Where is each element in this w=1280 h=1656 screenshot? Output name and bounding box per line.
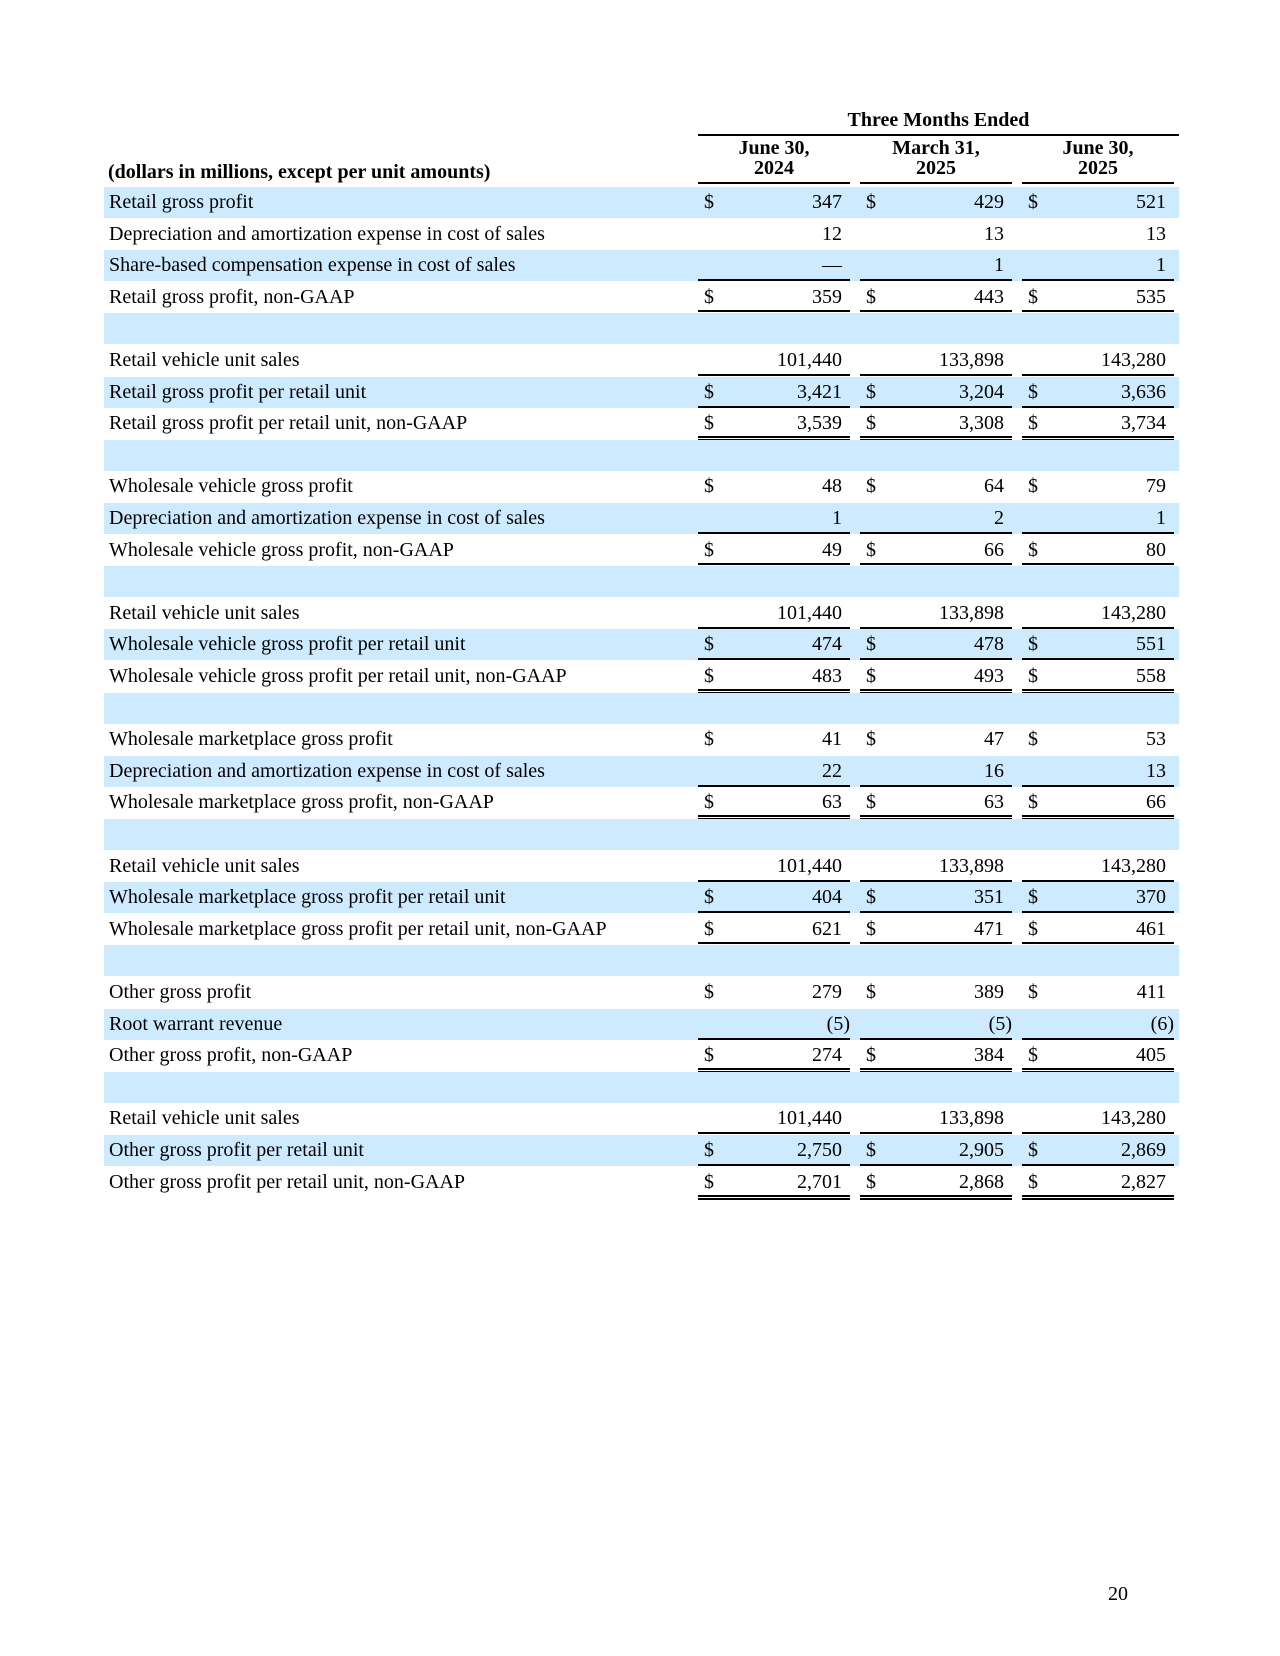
table-cell xyxy=(698,440,850,471)
cell-value: 3,421 xyxy=(797,380,842,403)
cell-value: 3,734 xyxy=(1121,412,1166,435)
table-cell xyxy=(1022,535,1174,568)
table-cell xyxy=(698,945,850,976)
table-cell xyxy=(1022,914,1174,947)
cell-value: 404 xyxy=(812,886,842,909)
cell-value: 53 xyxy=(1146,728,1166,751)
cell-value: 101,440 xyxy=(777,1107,842,1130)
dollar-sign: $ xyxy=(704,285,714,308)
table-cell xyxy=(860,1040,1012,1073)
table-cell xyxy=(698,819,850,850)
column-header-line1: June 30, xyxy=(1062,137,1134,159)
cell-value: 143,280 xyxy=(1101,854,1166,877)
dollar-sign: $ xyxy=(866,728,876,751)
table-row xyxy=(104,282,1179,313)
table-cell xyxy=(1022,503,1174,534)
column-header-june-2024 xyxy=(698,138,850,184)
table-cell xyxy=(698,1135,850,1166)
cell-value: 471 xyxy=(974,917,1004,940)
row-label: Retail gross profit xyxy=(109,191,254,213)
table-row xyxy=(104,313,1179,344)
row-label: Depreciation and amortization expense in cost of sales xyxy=(109,759,545,782)
table-cell xyxy=(1022,693,1174,724)
dollar-sign: $ xyxy=(866,791,876,814)
cell-value: 13 xyxy=(1146,759,1166,782)
dollar-sign: $ xyxy=(704,633,714,656)
cell-value: 405 xyxy=(1136,1044,1166,1067)
table-cell xyxy=(860,945,1012,976)
dollar-sign: $ xyxy=(704,475,714,498)
cell-value: 49 xyxy=(822,538,842,561)
table-cell xyxy=(860,882,1012,913)
dollar-sign: $ xyxy=(1028,191,1038,213)
cell-value: 16 xyxy=(984,759,1004,782)
table-cell xyxy=(698,598,850,629)
table-cell xyxy=(698,219,850,250)
dollar-sign: $ xyxy=(1028,412,1038,435)
dollar-sign: $ xyxy=(704,1044,714,1067)
dollar-sign: $ xyxy=(866,285,876,308)
table-cell xyxy=(698,1009,850,1040)
table-cell xyxy=(698,535,850,568)
dollar-sign: $ xyxy=(704,728,714,751)
row-label: Wholesale marketplace gross profit, non-GAAP xyxy=(109,791,494,814)
table-cell xyxy=(698,724,850,755)
column-header-june-2025 xyxy=(1022,138,1174,184)
dollar-sign: $ xyxy=(866,1170,876,1193)
row-label: Retail vehicle unit sales xyxy=(109,349,300,371)
row-label: Depreciation and amortization expense in cost of sales xyxy=(109,222,545,245)
table-cell xyxy=(1022,566,1174,597)
cell-value: 101,440 xyxy=(777,854,842,877)
dollar-sign: $ xyxy=(704,917,714,940)
table-cell xyxy=(698,882,850,913)
row-label: Retail vehicle unit sales xyxy=(109,854,300,877)
cell-value: 3,539 xyxy=(797,412,842,435)
row-label: Wholesale vehicle gross profit, non-GAAP xyxy=(109,538,454,561)
row-label: Retail gross profit per retail unit xyxy=(109,380,367,403)
table-cell xyxy=(860,693,1012,724)
table-cell xyxy=(1022,1135,1174,1166)
table-row xyxy=(104,345,1179,376)
row-label: Retail gross profit per retail unit, non-GAAP xyxy=(109,412,468,435)
table-cell xyxy=(860,345,1012,376)
cell-value: 1 xyxy=(1156,507,1166,529)
cell-value: (5) xyxy=(988,1012,1012,1035)
cell-value: 2,868 xyxy=(959,1170,1004,1193)
dollar-sign: $ xyxy=(866,380,876,403)
table-row xyxy=(104,1135,1179,1166)
table-row xyxy=(104,408,1179,439)
table-row xyxy=(104,756,1179,787)
cell-value: (5) xyxy=(826,1012,850,1035)
table-cell xyxy=(860,1135,1012,1166)
cell-value: 79 xyxy=(1146,475,1166,498)
cell-value: 2,750 xyxy=(797,1139,842,1161)
cell-value: 474 xyxy=(812,633,842,656)
table-cell xyxy=(1022,977,1174,1008)
dollar-sign: $ xyxy=(704,665,714,687)
table-cell xyxy=(860,535,1012,568)
cell-value: 551 xyxy=(1136,633,1166,656)
dollar-sign: $ xyxy=(1028,380,1038,403)
table-cell xyxy=(860,1103,1012,1134)
table-cell xyxy=(698,471,850,502)
row-label: Retail gross profit, non-GAAP xyxy=(109,285,355,308)
cell-value: 13 xyxy=(1146,222,1166,245)
table-row xyxy=(104,598,1179,629)
table-cell xyxy=(1022,598,1174,629)
table-cell xyxy=(698,1167,850,1200)
dollar-sign: $ xyxy=(866,665,876,687)
dollar-sign: $ xyxy=(1028,1139,1038,1161)
table-cell xyxy=(1022,945,1174,976)
dollar-sign: $ xyxy=(866,538,876,561)
table-cell xyxy=(698,1072,850,1103)
cell-value: 621 xyxy=(812,917,842,940)
dollar-sign: $ xyxy=(866,886,876,909)
table-row xyxy=(104,535,1179,566)
cell-value: 411 xyxy=(1136,981,1166,1003)
table-row xyxy=(104,882,1179,913)
table-cell xyxy=(698,977,850,1008)
table-cell xyxy=(860,851,1012,882)
cell-value: 143,280 xyxy=(1101,349,1166,371)
table-cell xyxy=(1022,629,1174,660)
dollar-sign: $ xyxy=(704,1170,714,1193)
column-header-line1: June 30, xyxy=(738,137,810,159)
table-cell xyxy=(698,282,850,315)
cell-value: — xyxy=(822,254,842,277)
dollar-sign: $ xyxy=(1028,1044,1038,1067)
table-cell xyxy=(1022,1072,1174,1103)
cell-value: 66 xyxy=(984,538,1004,561)
cell-value: 521 xyxy=(1136,191,1166,213)
dollar-sign: $ xyxy=(704,1139,714,1161)
three-months-ended-header: Three Months Ended xyxy=(698,108,1179,136)
table-row xyxy=(104,914,1179,945)
table-cell xyxy=(698,377,850,408)
row-label: Wholesale vehicle gross profit per retail unit xyxy=(109,633,466,656)
cell-value: 133,898 xyxy=(939,1107,1004,1130)
table-cell xyxy=(860,914,1012,947)
table-cell xyxy=(860,282,1012,315)
row-label: Wholesale vehicle gross profit per retail unit, non-GAAP xyxy=(109,665,567,687)
cell-value: 274 xyxy=(812,1044,842,1067)
table-cell xyxy=(698,345,850,376)
dollar-sign: $ xyxy=(704,886,714,909)
dollar-sign: $ xyxy=(1028,917,1038,940)
dollar-sign: $ xyxy=(704,981,714,1003)
table-cell xyxy=(1022,787,1174,820)
table-row xyxy=(104,661,1179,692)
table-cell xyxy=(860,819,1012,850)
table-cell xyxy=(698,693,850,724)
table-cell xyxy=(698,1103,850,1134)
cell-value: 66 xyxy=(1146,791,1166,814)
table-cell xyxy=(860,377,1012,408)
cell-value: (6) xyxy=(1150,1012,1174,1035)
table-cell xyxy=(698,566,850,597)
cell-value: 535 xyxy=(1136,285,1166,308)
table-row xyxy=(104,1103,1179,1134)
table-cell xyxy=(698,503,850,534)
dollar-sign: $ xyxy=(1028,886,1038,909)
table-cell xyxy=(860,724,1012,755)
table-cell xyxy=(1022,1040,1174,1073)
cell-value: 493 xyxy=(974,665,1004,687)
table-row xyxy=(104,187,1179,218)
column-header-line2: 2024 xyxy=(754,157,794,179)
dollar-sign: $ xyxy=(1028,981,1038,1003)
table-cell xyxy=(1022,661,1174,694)
table-cell xyxy=(860,629,1012,660)
cell-value: 3,308 xyxy=(959,412,1004,435)
cell-value: 63 xyxy=(822,791,842,814)
table-cell xyxy=(1022,282,1174,315)
cell-value: 101,440 xyxy=(777,349,842,371)
cell-value: 143,280 xyxy=(1101,601,1166,624)
table-row xyxy=(104,1072,1179,1103)
dollar-sign: $ xyxy=(704,538,714,561)
table-row xyxy=(104,471,1179,502)
cell-value: 443 xyxy=(974,285,1004,308)
table-row xyxy=(104,566,1179,597)
dollar-sign: $ xyxy=(866,1044,876,1067)
table-cell xyxy=(1022,377,1174,408)
dollar-sign: $ xyxy=(1028,728,1038,751)
table-row xyxy=(104,377,1179,408)
table-row xyxy=(104,503,1179,534)
table-cell xyxy=(860,787,1012,820)
table-cell xyxy=(1022,219,1174,250)
table-cell xyxy=(1022,1009,1174,1040)
cell-value: 47 xyxy=(984,728,1004,751)
table-cell xyxy=(1022,756,1174,787)
row-label: Retail vehicle unit sales xyxy=(109,601,300,624)
cell-value: 370 xyxy=(1136,886,1166,909)
table-row xyxy=(104,977,1179,1008)
table-cell xyxy=(1022,313,1174,344)
cell-value: 2,869 xyxy=(1121,1139,1166,1161)
dollar-sign: $ xyxy=(866,917,876,940)
cell-value: 101,440 xyxy=(777,601,842,624)
cell-value: 347 xyxy=(812,191,842,213)
table-cell xyxy=(860,408,1012,441)
row-label: Share-based compensation expense in cost of sales xyxy=(109,254,516,277)
cell-value: 48 xyxy=(822,475,842,498)
dollar-sign: $ xyxy=(866,191,876,213)
cell-value: 3,636 xyxy=(1121,380,1166,403)
table-row xyxy=(104,693,1179,724)
cell-value: 133,898 xyxy=(939,601,1004,624)
table-cell xyxy=(698,187,850,218)
table-cell xyxy=(1022,724,1174,755)
column-header-line2: 2025 xyxy=(916,157,956,179)
row-label: Other gross profit, non-GAAP xyxy=(109,1044,353,1067)
cell-value: 3,204 xyxy=(959,380,1004,403)
cell-value: 1 xyxy=(1156,254,1166,277)
row-label: Root warrant revenue xyxy=(109,1012,283,1035)
cell-value: 359 xyxy=(812,285,842,308)
table-cell xyxy=(860,1072,1012,1103)
cell-value: 133,898 xyxy=(939,854,1004,877)
dollar-sign: $ xyxy=(866,412,876,435)
table-row xyxy=(104,629,1179,660)
column-header-line2: 2025 xyxy=(1078,157,1118,179)
cell-value: 1 xyxy=(994,254,1004,277)
cell-value: 478 xyxy=(974,633,1004,656)
table-cell xyxy=(860,1167,1012,1200)
table-cell xyxy=(698,408,850,441)
table-cell xyxy=(1022,250,1174,281)
dollar-sign: $ xyxy=(866,981,876,1003)
row-label: Wholesale marketplace gross profit xyxy=(109,728,393,751)
dollar-sign: $ xyxy=(1028,791,1038,814)
table-cell xyxy=(1022,882,1174,913)
table-cell xyxy=(1022,345,1174,376)
table-cell xyxy=(1022,1167,1174,1200)
table-cell xyxy=(1022,1103,1174,1134)
table-row xyxy=(104,440,1179,471)
table-cell xyxy=(860,661,1012,694)
table-row xyxy=(104,851,1179,882)
cell-value: 558 xyxy=(1136,665,1166,687)
dollar-sign: $ xyxy=(866,633,876,656)
table-cell xyxy=(860,566,1012,597)
table-cell xyxy=(1022,187,1174,218)
dollar-sign: $ xyxy=(704,791,714,814)
dollar-sign: $ xyxy=(1028,1170,1038,1193)
cell-value: 384 xyxy=(974,1044,1004,1067)
table-cell xyxy=(698,313,850,344)
table-cell xyxy=(698,914,850,947)
cell-value: 64 xyxy=(984,475,1004,498)
table-cell xyxy=(1022,408,1174,441)
table-row xyxy=(104,945,1179,976)
row-label: Wholesale vehicle gross profit xyxy=(109,475,353,498)
table-row xyxy=(104,1167,1179,1198)
cell-value: 80 xyxy=(1146,538,1166,561)
table-cell xyxy=(698,756,850,787)
cell-value: 41 xyxy=(822,728,842,751)
table-cell xyxy=(860,503,1012,534)
table-cell xyxy=(860,187,1012,218)
table-row xyxy=(104,819,1179,850)
dollar-sign: $ xyxy=(866,475,876,498)
table-row xyxy=(104,219,1179,250)
dollar-sign: $ xyxy=(1028,538,1038,561)
cell-value: 12 xyxy=(822,222,842,245)
table-cell xyxy=(698,250,850,281)
table-cell xyxy=(860,1009,1012,1040)
table-cell xyxy=(860,250,1012,281)
cell-value: 351 xyxy=(974,886,1004,909)
table-row xyxy=(104,787,1179,818)
table-cell xyxy=(698,629,850,660)
table-row xyxy=(104,250,1179,281)
table-cell xyxy=(1022,471,1174,502)
dollar-sign: $ xyxy=(704,191,714,213)
table-cell xyxy=(698,851,850,882)
row-label: Depreciation and amortization expense in cost of sales xyxy=(109,507,545,529)
table-cell xyxy=(698,1040,850,1073)
table-cell xyxy=(860,219,1012,250)
dollar-sign: $ xyxy=(1028,285,1038,308)
dollar-sign: $ xyxy=(704,380,714,403)
cell-value: 133,898 xyxy=(939,349,1004,371)
column-header-line1: March 31, xyxy=(892,137,980,159)
cell-value: 143,280 xyxy=(1101,1107,1166,1130)
table-cell xyxy=(698,661,850,694)
cell-value: 1 xyxy=(832,507,842,529)
column-header-march-2025 xyxy=(860,138,1012,184)
cell-value: 2 xyxy=(994,507,1004,529)
table-cell xyxy=(1022,819,1174,850)
cell-value: 22 xyxy=(822,759,842,782)
cell-value: 2,827 xyxy=(1121,1170,1166,1193)
table-cell xyxy=(698,787,850,820)
page-number: 20 xyxy=(1108,1583,1128,1605)
cell-value: 63 xyxy=(984,791,1004,814)
row-label: Retail vehicle unit sales xyxy=(109,1107,300,1130)
units-header: (dollars in millions, except per unit amounts) xyxy=(108,161,491,183)
cell-value: 483 xyxy=(812,665,842,687)
row-label: Wholesale marketplace gross profit per retail unit xyxy=(109,886,506,909)
row-label: Wholesale marketplace gross profit per retail unit, non-GAAP xyxy=(109,917,607,940)
table-row xyxy=(104,1040,1179,1071)
dollar-sign: $ xyxy=(704,412,714,435)
table-cell xyxy=(860,440,1012,471)
table-cell xyxy=(860,471,1012,502)
table-cell xyxy=(860,313,1012,344)
dollar-sign: $ xyxy=(866,1139,876,1161)
cell-value: 461 xyxy=(1136,917,1166,940)
table-cell xyxy=(860,756,1012,787)
row-label: Other gross profit per retail unit xyxy=(109,1139,364,1161)
table-cell xyxy=(860,598,1012,629)
cell-value: 389 xyxy=(974,981,1004,1003)
dollar-sign: $ xyxy=(1028,633,1038,656)
cell-value: 2,701 xyxy=(797,1170,842,1193)
row-label: Other gross profit xyxy=(109,981,252,1003)
row-label: Other gross profit per retail unit, non-GAAP xyxy=(109,1170,466,1193)
table-row xyxy=(104,724,1179,755)
cell-value: 2,905 xyxy=(959,1139,1004,1161)
cell-value: 279 xyxy=(812,981,842,1003)
table-row xyxy=(104,1009,1179,1040)
table-cell xyxy=(1022,851,1174,882)
table-cell xyxy=(1022,440,1174,471)
table-cell xyxy=(860,977,1012,1008)
cell-value: 13 xyxy=(984,222,1004,245)
dollar-sign: $ xyxy=(1028,475,1038,498)
dollar-sign: $ xyxy=(1028,665,1038,687)
cell-value: 429 xyxy=(974,191,1004,213)
